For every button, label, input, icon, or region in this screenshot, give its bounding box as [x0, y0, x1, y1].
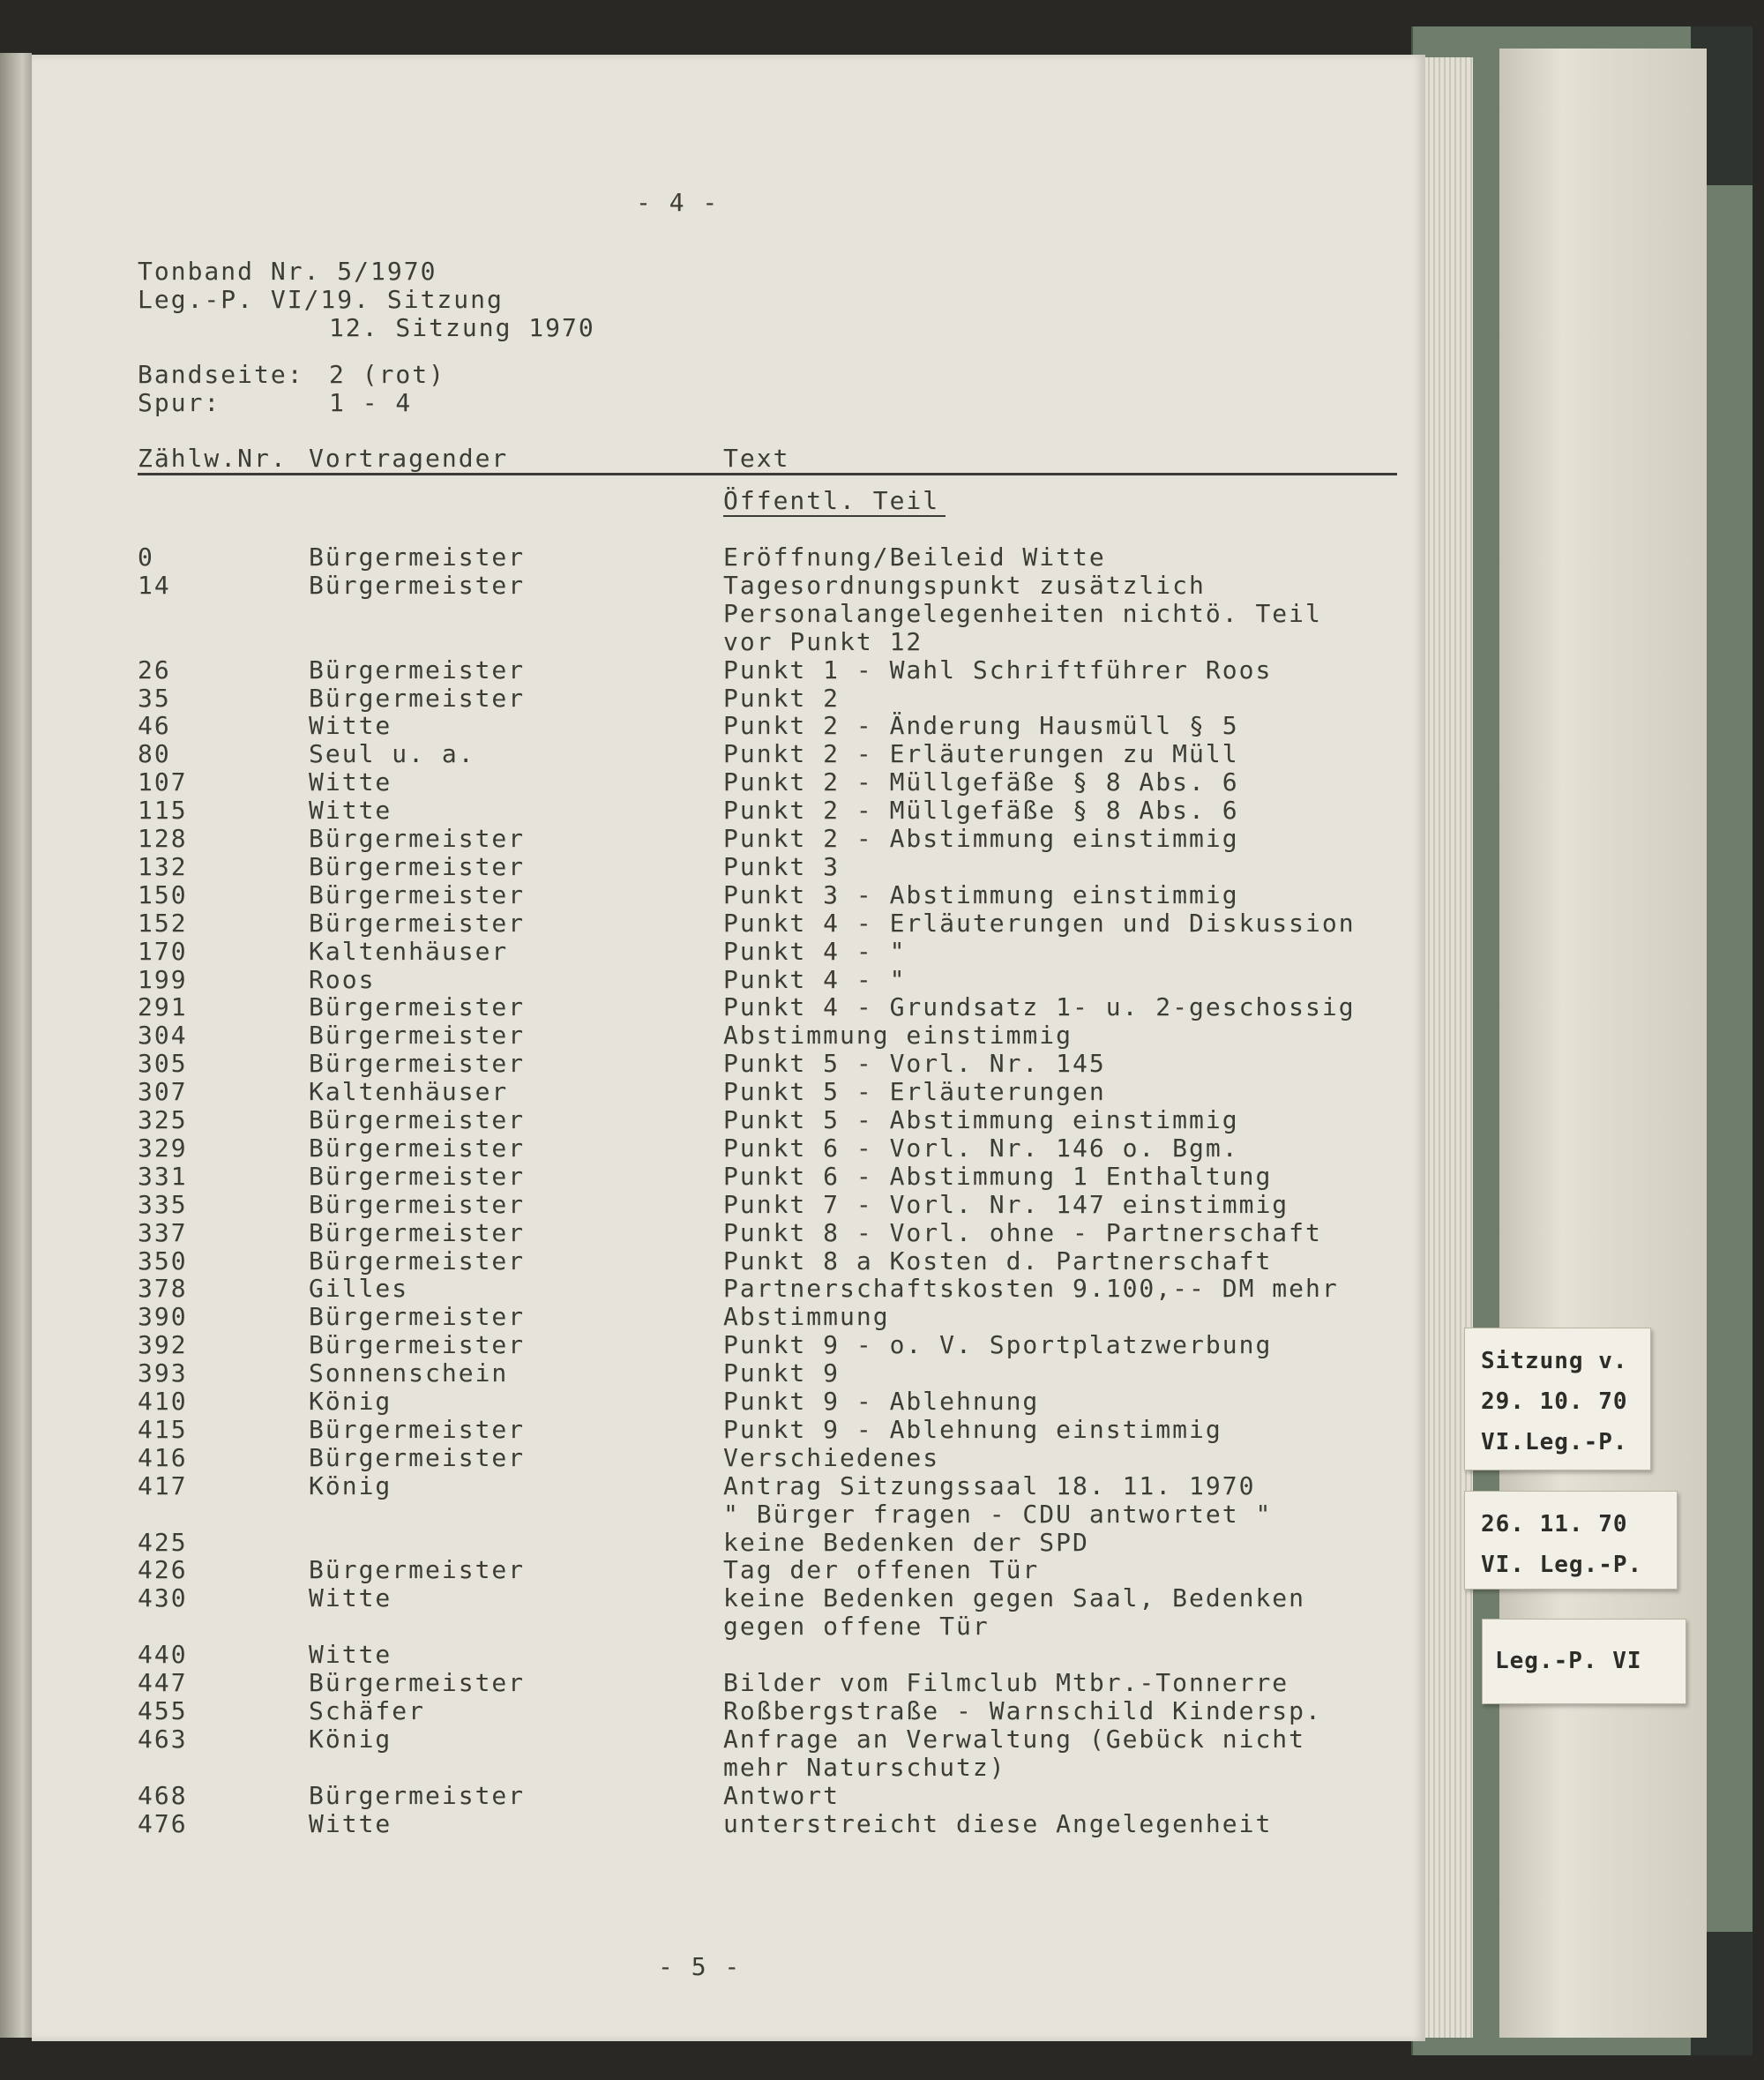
row-text: Punkt 1 - Wahl Schriftführer Roos [723, 655, 1273, 685]
row-count: 430 [138, 1583, 188, 1612]
row-count: 128 [138, 824, 188, 853]
tab-2-line-1: 26. 11. 70 [1481, 1511, 1628, 1538]
row-speaker: Bürgermeister [309, 684, 526, 713]
row-speaker: Witte [309, 796, 392, 825]
row-text: Punkt 7 - Vorl. Nr. 147 einstimmig [723, 1190, 1289, 1219]
row-count: 80 [138, 739, 171, 768]
row-count: 415 [138, 1415, 188, 1444]
row-text: Punkt 2 - Erläuterungen zu Müll [723, 739, 1239, 768]
row-text: Punkt 3 - Abstimmung einstimmig [723, 880, 1239, 909]
row-speaker: Bürgermeister [309, 1443, 526, 1472]
header-rule [138, 473, 1397, 475]
row-count: 329 [138, 1134, 188, 1163]
row-speaker: König [309, 1725, 392, 1754]
track-value: 1 - 4 [329, 388, 413, 417]
row-speaker: Bürgermeister [309, 1302, 526, 1331]
row-speaker: Bürgermeister [309, 824, 526, 853]
row-text: Abstimmung einstimmig [723, 1021, 1073, 1050]
row-count: 291 [138, 992, 188, 1021]
row-text: Punkt 6 - Abstimmung 1 Enthaltung [723, 1162, 1273, 1191]
row-speaker: Schäfer [309, 1696, 426, 1725]
row-text: Bilder vom Filmclub Mtbr.-Tonnerre [723, 1668, 1289, 1697]
row-count: 378 [138, 1274, 188, 1303]
row-text: " Bürger fragen - CDU antwortet " [723, 1500, 1273, 1529]
row-count: 150 [138, 880, 188, 909]
session-number: 12. Sitzung 1970 [329, 313, 595, 342]
index-tab-1[interactable] [1464, 1328, 1651, 1470]
row-text: Tagesordnungspunkt zusätzlich [723, 571, 1206, 600]
row-text: Eröffnung/Beileid Witte [723, 542, 1106, 572]
row-text: Anfrage an Verwaltung (Gebück nicht [723, 1725, 1306, 1754]
row-speaker: Seul u. a. [309, 739, 475, 768]
row-text: Punkt 4 - " [723, 965, 907, 994]
index-tab-3[interactable] [1482, 1619, 1686, 1704]
row-count: 305 [138, 1049, 188, 1078]
row-text: gegen offene Tür [723, 1612, 990, 1641]
row-text: keine Bedenken gegen Saal, Bedenken [723, 1583, 1306, 1612]
row-count: 463 [138, 1725, 188, 1754]
row-text: Punkt 8 - Vorl. ohne - Partnerschaft [723, 1218, 1322, 1247]
row-count: 307 [138, 1077, 188, 1106]
row-count: 304 [138, 1021, 188, 1050]
row-speaker: Bürgermeister [309, 1134, 526, 1163]
row-speaker: Bürgermeister [309, 1781, 526, 1810]
row-speaker: Kaltenhäuser [309, 1077, 509, 1106]
row-count: 325 [138, 1105, 188, 1134]
row-count: 392 [138, 1330, 188, 1359]
row-speaker: Witte [309, 711, 392, 740]
row-count: 425 [138, 1528, 188, 1557]
row-text: mehr Naturschutz) [723, 1753, 1006, 1782]
row-speaker: Bürgermeister [309, 655, 526, 685]
row-text: Tag der offenen Tür [723, 1555, 1040, 1584]
row-text: Punkt 2 - Abstimmung einstimmig [723, 824, 1239, 853]
row-count: 416 [138, 1443, 188, 1472]
row-count: 14 [138, 571, 171, 600]
page-number-bottom: - 5 - [658, 1952, 742, 1981]
stacked-pages [1499, 49, 1707, 2038]
row-text: Punkt 6 - Vorl. Nr. 146 o. Bgm. [723, 1134, 1239, 1163]
row-speaker: Bürgermeister [309, 909, 526, 938]
row-text: Punkt 9 [723, 1358, 841, 1388]
row-count: 331 [138, 1162, 188, 1191]
row-text: Punkt 2 - Müllgefäße § 8 Abs. 6 [723, 796, 1239, 825]
row-count: 199 [138, 965, 188, 994]
row-count: 476 [138, 1809, 188, 1838]
row-speaker: Bürgermeister [309, 1668, 526, 1697]
row-speaker: Bürgermeister [309, 1330, 526, 1359]
row-count: 417 [138, 1471, 188, 1500]
row-speaker: Bürgermeister [309, 1049, 526, 1078]
tab-3-line-1: Leg.-P. VI [1495, 1648, 1642, 1674]
tab-1-line-3: VI.Leg.-P. [1481, 1429, 1628, 1455]
row-count: 335 [138, 1190, 188, 1219]
row-text: Punkt 5 - Erläuterungen [723, 1077, 1106, 1106]
side-label: Bandseite: [138, 360, 304, 389]
section-title: Öffentl. Teil [723, 486, 940, 515]
row-count: 410 [138, 1387, 188, 1416]
row-speaker: Witte [309, 1809, 392, 1838]
row-speaker: Bürgermeister [309, 542, 526, 572]
row-count: 350 [138, 1246, 188, 1276]
row-text: unterstreicht diese Angelegenheit [723, 1809, 1273, 1838]
row-text: Punkt 4 - Erläuterungen und Diskussion [723, 909, 1356, 938]
tab-2-line-2: VI. Leg.-P. [1481, 1552, 1643, 1578]
row-speaker: Bürgermeister [309, 1218, 526, 1247]
column-header-text: Text [723, 444, 790, 473]
row-text: Punkt 5 - Vorl. Nr. 145 [723, 1049, 1106, 1078]
row-speaker: Bürgermeister [309, 1190, 526, 1219]
row-speaker: Bürgermeister [309, 1555, 526, 1584]
row-count: 447 [138, 1668, 188, 1697]
row-count: 455 [138, 1696, 188, 1725]
row-text: Roßbergstraße - Warnschild Kindersp. [723, 1696, 1322, 1725]
row-count: 0 [138, 542, 154, 572]
row-count: 390 [138, 1302, 188, 1331]
row-count: 46 [138, 711, 171, 740]
row-count: 440 [138, 1640, 188, 1669]
index-tab-2[interactable] [1464, 1491, 1678, 1590]
tab-1-line-1: Sitzung v. [1481, 1348, 1628, 1374]
side-value: 2 (rot) [329, 360, 446, 389]
row-speaker: Witte [309, 1640, 392, 1669]
row-speaker: Bürgermeister [309, 571, 526, 600]
legislative-period: Leg.-P. VI/19. Sitzung [138, 285, 504, 314]
track-label: Spur: [138, 388, 221, 417]
row-text: Punkt 9 - Ablehnung einstimmig [723, 1415, 1222, 1444]
row-speaker: Bürgermeister [309, 1162, 526, 1191]
row-count: 468 [138, 1781, 188, 1810]
row-text: Antwort [723, 1781, 841, 1810]
row-text: Abstimmung [723, 1302, 890, 1331]
row-speaker: Bürgermeister [309, 880, 526, 909]
row-text: Punkt 2 - Müllgefäße § 8 Abs. 6 [723, 767, 1239, 797]
row-text: vor Punkt 12 [723, 627, 923, 656]
row-text: keine Bedenken der SPD [723, 1528, 1089, 1557]
row-speaker: Bürgermeister [309, 1105, 526, 1134]
column-header-speaker: Vortragender [309, 444, 509, 473]
row-count: 115 [138, 796, 188, 825]
row-text: Antrag Sitzungssaal 18. 11. 1970 [723, 1471, 1256, 1500]
row-text: Verschiedenes [723, 1443, 940, 1472]
row-count: 152 [138, 909, 188, 938]
tab-1-line-2: 29. 10. 70 [1481, 1388, 1628, 1415]
page-edges [1424, 57, 1473, 2038]
row-text: Partnerschaftskosten 9.100,-- DM mehr [723, 1274, 1339, 1303]
row-text: Punkt 9 - o. V. Sportplatzwerbung [723, 1330, 1273, 1359]
row-speaker: Roos [309, 965, 376, 994]
row-speaker: Bürgermeister [309, 1021, 526, 1050]
row-count: 393 [138, 1358, 188, 1388]
row-count: 132 [138, 852, 188, 881]
row-count: 170 [138, 937, 188, 966]
document-page [32, 55, 1425, 2041]
left-page-edge [0, 53, 32, 2038]
row-speaker: Bürgermeister [309, 852, 526, 881]
row-count: 337 [138, 1218, 188, 1247]
row-text: Punkt 2 - Änderung Hausmüll § 5 [723, 711, 1239, 740]
page-number-top: - 4 - [636, 188, 720, 217]
row-speaker: Gilles [309, 1274, 409, 1303]
row-text: Punkt 3 [723, 852, 841, 881]
row-count: 107 [138, 767, 188, 797]
row-speaker: Witte [309, 1583, 392, 1612]
row-speaker: Kaltenhäuser [309, 937, 509, 966]
row-text: Punkt 4 - Grundsatz 1- u. 2-geschossig [723, 992, 1356, 1021]
row-text: Personalangelegenheiten nichtö. Teil [723, 599, 1322, 628]
row-speaker: Bürgermeister [309, 1246, 526, 1276]
row-text: Punkt 2 [723, 684, 841, 713]
row-text: Punkt 4 - " [723, 937, 907, 966]
row-speaker: König [309, 1387, 392, 1416]
column-header-count: Zählw.Nr. [138, 444, 288, 473]
section-title-underline [723, 515, 946, 517]
row-speaker: Witte [309, 767, 392, 797]
row-speaker: Sonnenschein [309, 1358, 509, 1388]
row-count: 426 [138, 1555, 188, 1584]
row-text: Punkt 5 - Abstimmung einstimmig [723, 1105, 1239, 1134]
row-speaker: König [309, 1471, 392, 1500]
row-text: Punkt 9 - Ablehnung [723, 1387, 1040, 1416]
row-count: 26 [138, 655, 171, 685]
tape-number: Tonband Nr. 5/1970 [138, 257, 437, 286]
row-text: Punkt 8 a Kosten d. Partnerschaft [723, 1246, 1273, 1276]
row-count: 35 [138, 684, 171, 713]
row-speaker: Bürgermeister [309, 1415, 526, 1444]
row-speaker: Bürgermeister [309, 992, 526, 1021]
